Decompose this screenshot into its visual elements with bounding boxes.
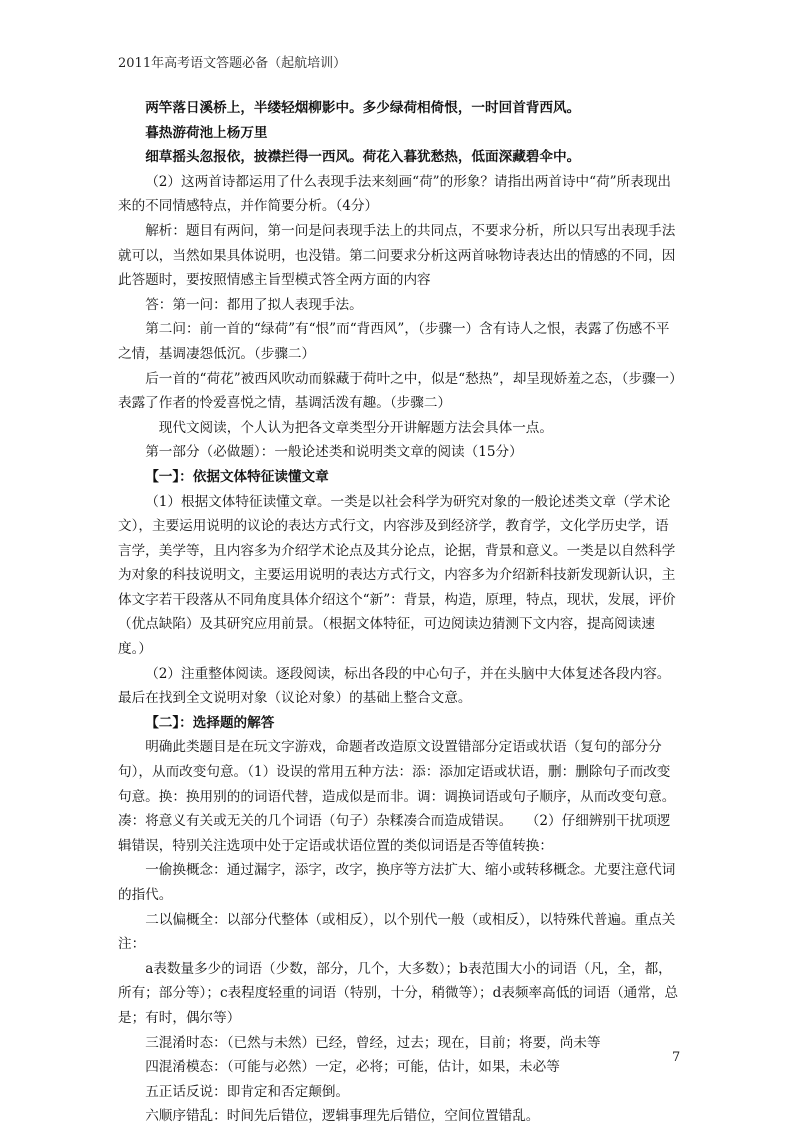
document-body	[118, 96, 682, 1129]
paragraph: 后一首的“荷花”被西风吹动而躲藏于荷叶之中，似是“愁热”，却呈现娇羞之态，（步骤一）表露了作者的怜爱喜悦之情，基调活泼有趣。（步骤二）	[118, 370, 676, 412]
paragraph: 【二】：选择题的解答	[145, 714, 275, 731]
paragraph: 四混淆模态：（可能与必然）一定，必将；可能，估计，如果，未必等	[145, 1059, 560, 1076]
paragraph: 现代文阅读，个人认为把各文章类型分开讲解题方法会具体一点。	[145, 419, 553, 436]
paragraph: （1）根据文体特征读懂文章。一类是以社会科学为研究对象的一般论述类文章（学术论文），主要运用说明的议论的表达方式行文，内容涉及到经济学，教育学，文化学历史学，语言学，美学等，且内容多为介绍学术论点及其分论点，论据，背景和意义。一类是以自然科学为对象的科技说明文，主要运用说明的表达方式行文，内容多为介绍新科技新发现新认识，主体文字若干段落从不同角度具体介绍这个“新”：背景，构造，原理，特点，现状，发展，评价（优点缺陷）及其研究应用前景。（根据文体特征，可边阅读边猜测下文内容，提高阅读速度。）	[118, 493, 676, 658]
paragraph: a表数量多少的词语（少数，部分，几个，大多数）；b表范围大小的词语（凡，全，都，所有；部分等）；c表程度轻重的词语（特别，十分，稍微等）；d表频率高低的词语（通常，总是；有时，偶尔等）	[118, 960, 679, 1026]
paragraph: 细草摇头忽报依，披襟拦得一西风。荷花入暮犹愁热，低面深藏碧伞中。	[145, 149, 581, 166]
paragraph: 解析：题目有两问，第一问是问表现手法上的共同点，不要求分析，所以只写出表现手法就可以，当然如果具体说明，也没错。第二问要求分析这两首咏物诗表达出的情感的不同，因此答题时，要按照情感主旨型模式答全两方面的内容	[118, 222, 676, 289]
paragraph: 六顺序错乱：时间先后错位，逻辑事理先后错位，空间位置错乱。	[145, 1108, 540, 1125]
paragraph: （2）这两首诗都运用了什么表现手法来刻画“荷”的形象？请指出两首诗中“荷”所表现出来的不同情感特点，并作简要分析。（4分）	[118, 173, 672, 215]
paragraph: 五正话反说：即肯定和否定颠倒。	[145, 1083, 350, 1100]
page-header: 2011年高考语文答题必备（起航培训）	[118, 56, 347, 71]
paragraph: 第二问：前一首的“绿荷”有“恨”而“背西风”，（步骤一）含有诗人之恨，表露了伤感不平之情，基调凄怨低沉。（步骤二）	[118, 321, 670, 362]
paragraph: 一偷换概念：通过漏字，添字，改字，换序等方法扩大、缩小或转移概念。尤要注意代词的指代。	[118, 862, 676, 903]
paragraph: 三混淆时态：（已然与未然）已经，曾经，过去；现在，目前；将要，尚未等	[145, 1034, 601, 1051]
page-number: 7	[672, 1050, 681, 1065]
paragraph: 二以偏概全：以部分代整体（或相反），以个别代一般（或相反），以特殊代普遍。重点关注：	[118, 911, 676, 953]
paragraph: 明确此类题目是在玩文字游戏，命题者改造原文设置错部分定语或状语（复句的部分分句），从而改变句意。（1）设误的常用五种方法：添：添加定语或状语，删：删除句子而改变句意。换：换用别的的词语代替，造成似是而非。调：调换词语或句子顺序，从而改变句意。凑：将意义有关或无关的几个词语（句子）杂糅凑合而造成错误。 （2）仔细辨别干扰项逻辑错误，特别关注选项中处于定语或状语位置的类似词语是否等值转换：	[118, 739, 676, 854]
paragraph: 两竿落日溪桥上，半缕轻烟柳影中。多少绿荷相倚恨，一时回首背西风。	[145, 100, 581, 116]
paragraph: （2）注重整体阅读。逐段阅读，标出各段的中心句子，并在头脑中大体复述各段内容。最后在找到全文说明对象（议论对象）的基础上整合文意。	[118, 665, 671, 707]
paragraph: 暮热游荷池上杨万里	[145, 124, 268, 141]
paragraph: 第一部分（必做题）：一般论述类和说明类文章的阅读（15分）	[145, 444, 523, 461]
paragraph: 答：第一问：都用了拟人表现手法。	[145, 296, 363, 313]
paragraph: 【一】：依据文体特征读懂文章	[145, 468, 329, 485]
